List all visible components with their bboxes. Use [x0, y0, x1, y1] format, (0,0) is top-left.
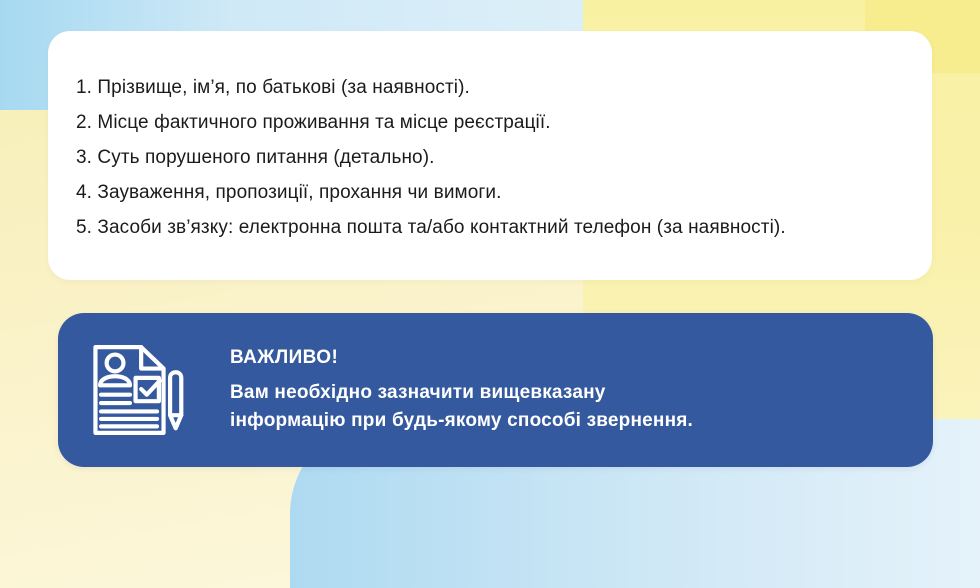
list-item-3: 3. Суть порушеного питання (детально). [76, 147, 435, 168]
important-text-block [230, 346, 693, 435]
important-title: ВАЖЛИВО! [230, 346, 339, 368]
important-text-line-1: Вам необхідно зазначити вищевказану [230, 381, 606, 403]
important-card [58, 313, 933, 467]
list-item-1: 1. Прізвище, ім’я, по батькові (за наявності). [76, 77, 470, 98]
requirements-card [48, 31, 932, 280]
list-item-4: 4. Зауваження, пропозиції, прохання чи вимоги. [76, 182, 502, 203]
list-item-2: 2. Місце фактичного проживання та місце реєстрації. [76, 112, 551, 133]
list-item-5: 5. Засоби зв’язку: електронна пошта та/або контактний телефон (за наявності). [76, 217, 786, 238]
important-text-line-2: інформацію при будь-якому способі звернення. [230, 409, 694, 431]
document-checklist-pen-icon [88, 342, 185, 438]
